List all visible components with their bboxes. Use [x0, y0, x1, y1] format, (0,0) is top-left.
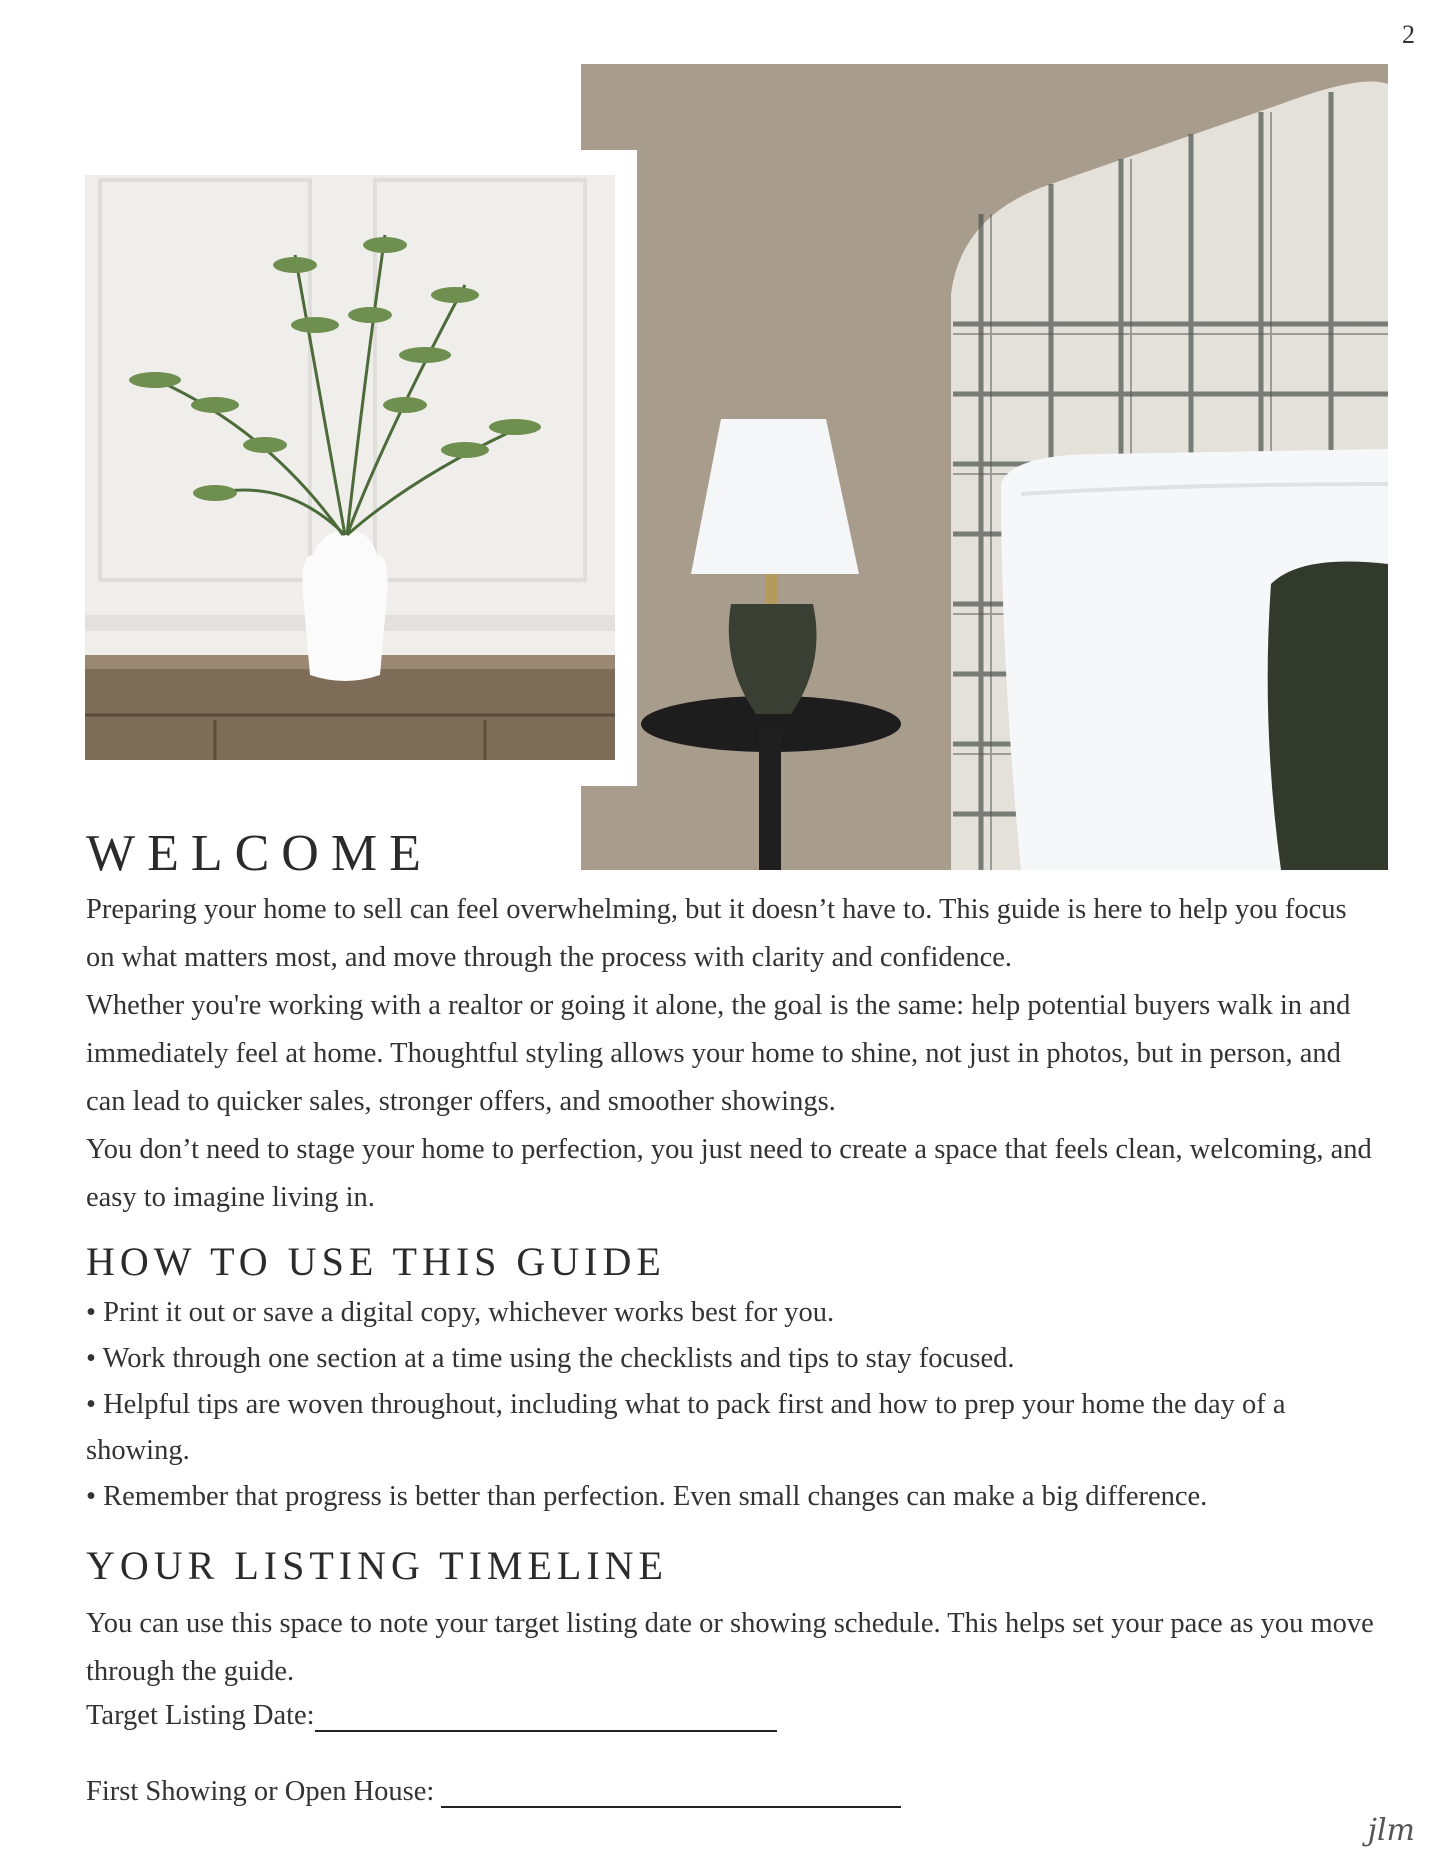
first-showing-field[interactable] — [86, 1776, 901, 1808]
list-item: • Remember that progress is better than perfection. Even small changes can make a big difference. — [86, 1481, 1208, 1512]
welcome-heading: WELCOME — [86, 825, 433, 882]
welcome-paragraph-3: You don’t need to stage your home to perfection, you just need to create a space that feels clean, welcoming, and easy to imagine living in. — [86, 1134, 1372, 1213]
welcome-paragraph-2: Whether you're working with a realtor or going it alone, the goal is the same: help potential buyers walk in and immediately feel at home. Thoughtful styling allows your home to shine, not just in photos, but in person, and can lead to quicker sales, stronger offers, and smoother showings. — [86, 990, 1351, 1117]
timeline-intro: You can use this space to note your target listing date or showing schedule. This helps set your pace as you move through the guide. — [86, 1608, 1374, 1687]
how-to-list — [86, 1290, 1386, 1520]
target-listing-date-label: Target Listing Date: — [86, 1700, 315, 1731]
first-showing-blank[interactable] — [441, 1776, 901, 1808]
timeline-heading: YOUR LISTING TIMELINE — [86, 1543, 668, 1588]
signature-logo: jlm — [1367, 1813, 1415, 1848]
list-item: • Helpful tips are woven throughout, including what to pack first and how to prep your home the day of a showing. — [86, 1389, 1286, 1466]
page-number: 2 — [1402, 20, 1415, 49]
target-listing-date-field[interactable] — [86, 1700, 777, 1732]
first-showing-label: First Showing or Open House: — [86, 1776, 435, 1807]
target-listing-date-blank[interactable] — [315, 1700, 777, 1732]
list-item: • Print it out or save a digital copy, whichever works best for you. — [86, 1297, 835, 1328]
how-to-heading: HOW TO USE THIS GUIDE — [86, 1239, 666, 1284]
welcome-paragraph-1: Preparing your home to sell can feel overwhelming, but it doesn’t have to. This guide is here to help you focus on what matters most, and move through the process with clarity and confidence. — [86, 894, 1347, 973]
bedroom-photo — [581, 64, 1388, 870]
list-item: • Work through one section at a time using the checklists and tips to stay focused. — [86, 1343, 1015, 1374]
plant-photo — [85, 175, 615, 760]
